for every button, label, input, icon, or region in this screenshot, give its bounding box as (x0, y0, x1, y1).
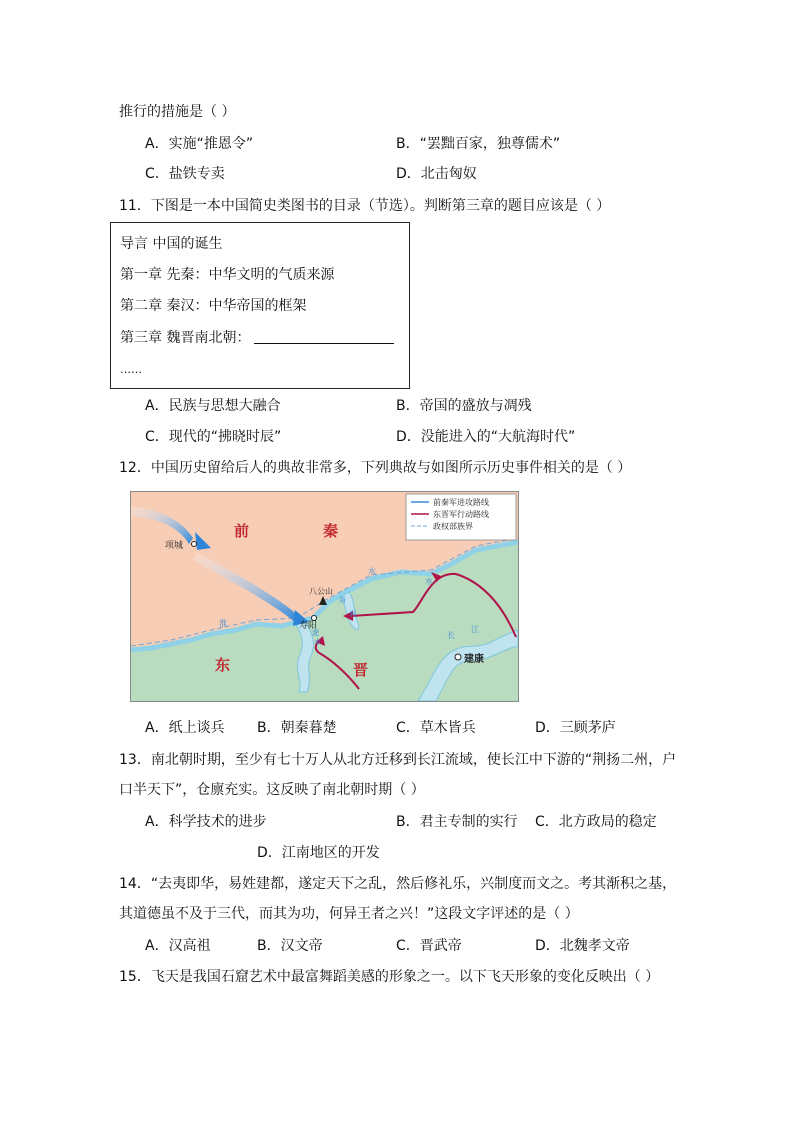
answer-blank (254, 329, 394, 344)
q14-option-b[interactable]: B．汉文帝 (257, 938, 323, 954)
label-shui: 水 (368, 567, 376, 576)
q15-stem: 15．飞天是我国石窟艺术中最富舞蹈美感的形象之一。以下飞天形象的变化反映出（ ） (119, 969, 660, 985)
table-of-contents-box (110, 222, 410, 389)
label-jiankang: 建康 (464, 654, 484, 665)
q13-stem-line-2: 口半天下”，仓廪充实。这反映了南北朝时期（ ） (119, 782, 425, 798)
toc-intro: 导言 中国的诞生 (120, 236, 223, 252)
q12-option-c[interactable]: C．草木皆兵 (396, 720, 476, 736)
label-jian: 涧 (349, 610, 356, 618)
q11-option-c[interactable]: C．现代的“拂晓时辰” (145, 429, 282, 445)
q14-option-c[interactable]: C．晋武帝 (396, 938, 462, 954)
toc-ellipsis: …… (120, 363, 142, 376)
label-bagongshan: 八公山 (309, 587, 333, 596)
q13-option-b[interactable]: B．君主专制的实行 (396, 814, 518, 830)
label-chang: 长 (447, 631, 455, 640)
jiankang-marker (455, 654, 461, 660)
q12-option-d[interactable]: D．三顾茅庐 (535, 720, 616, 736)
label-huai: 淮 (219, 619, 227, 628)
label-shui-2: 水 (425, 577, 433, 586)
q14-option-d[interactable]: D．北魏孝文帝 (535, 938, 630, 954)
q10-stem-tail: 推行的措施是（ ） (119, 104, 236, 120)
q10-option-d[interactable]: D．北击匈奴 (396, 166, 477, 182)
toc-chapter-3-label: 第三章 魏晋南北朝： (120, 330, 251, 346)
q11-option-a[interactable]: A．民族与思想大融合 (145, 398, 281, 414)
q10-option-c[interactable]: C．盐铁专卖 (145, 166, 225, 182)
label-xiangcheng: 项城 (165, 541, 184, 551)
label-jin-2: 晋 (353, 661, 369, 679)
feishui-battle-map (130, 491, 519, 702)
q13-option-a[interactable]: A．科学技术的进步 (145, 814, 267, 830)
toc-chapter-1: 第一章 先秦：中华文明的气质来源 (120, 267, 335, 283)
legend-jin-label: 东晋军行动路线 (433, 510, 489, 519)
label-qin-2: 秦 (323, 522, 339, 540)
q12-option-a[interactable]: A．纸上谈兵 (145, 720, 225, 736)
label-qin-1: 前 (234, 522, 250, 540)
label-fei-1: 淝 (312, 629, 319, 637)
q10-option-b[interactable]: B．“罢黜百家，独尊儒术” (396, 136, 561, 152)
label-jiang: 江 (471, 625, 479, 634)
label-fei-2: 水 (314, 638, 321, 646)
shouyang-marker (312, 616, 317, 621)
q13-option-d[interactable]: D．江南地区的开发 (257, 845, 380, 861)
q13-option-c[interactable]: C．北方政局的稳定 (535, 814, 657, 830)
label-shouyang: 寿阳 (299, 621, 318, 631)
label-jin-1: 东 (215, 656, 231, 674)
label-luo: 洛 (339, 596, 346, 604)
q13-stem-line-1: 13．南北朝时期，至少有七十万人从北方迁移到长江流域，使长江中下游的“荆扬二州，户 (119, 752, 677, 768)
q11-option-b[interactable]: B．帝国的盛放与凋残 (396, 398, 532, 414)
q14-stem-line-2: 其道德虽不及于三代，而其为功，何异王者之兴！”这段文字评述的是（ ） (119, 906, 579, 922)
q12-option-b[interactable]: B．朝秦暮楚 (257, 720, 337, 736)
legend-border-label: 政权部族界 (433, 522, 473, 531)
xiangcheng-marker (192, 542, 197, 547)
q14-stem-line-1: 14．“去夷即华，易姓建都，遂定天下之乱，然后修礼乐，兴制度而文之。考其渐积之基， (119, 876, 677, 892)
q10-option-a[interactable]: A．实施“推恩令” (145, 136, 254, 152)
q12-stem: 12．中国历史留给后人的典故非常多，下列典故与如图所示历史事件相关的是（ ） (119, 460, 632, 476)
toc-chapter-3 (120, 328, 394, 348)
q11-option-d[interactable]: D．没能进入的“大航海时代” (396, 429, 576, 445)
q11-stem: 11．下图是一本中国简史类图书的目录（节选）。判断第三章的题目应该是（ ） (119, 198, 611, 214)
legend-attack-label: 前秦军进攻路线 (433, 498, 489, 507)
q14-option-a[interactable]: A．汉高祖 (145, 938, 211, 954)
toc-chapter-2: 第二章 秦汉：中华帝国的框架 (120, 298, 307, 314)
